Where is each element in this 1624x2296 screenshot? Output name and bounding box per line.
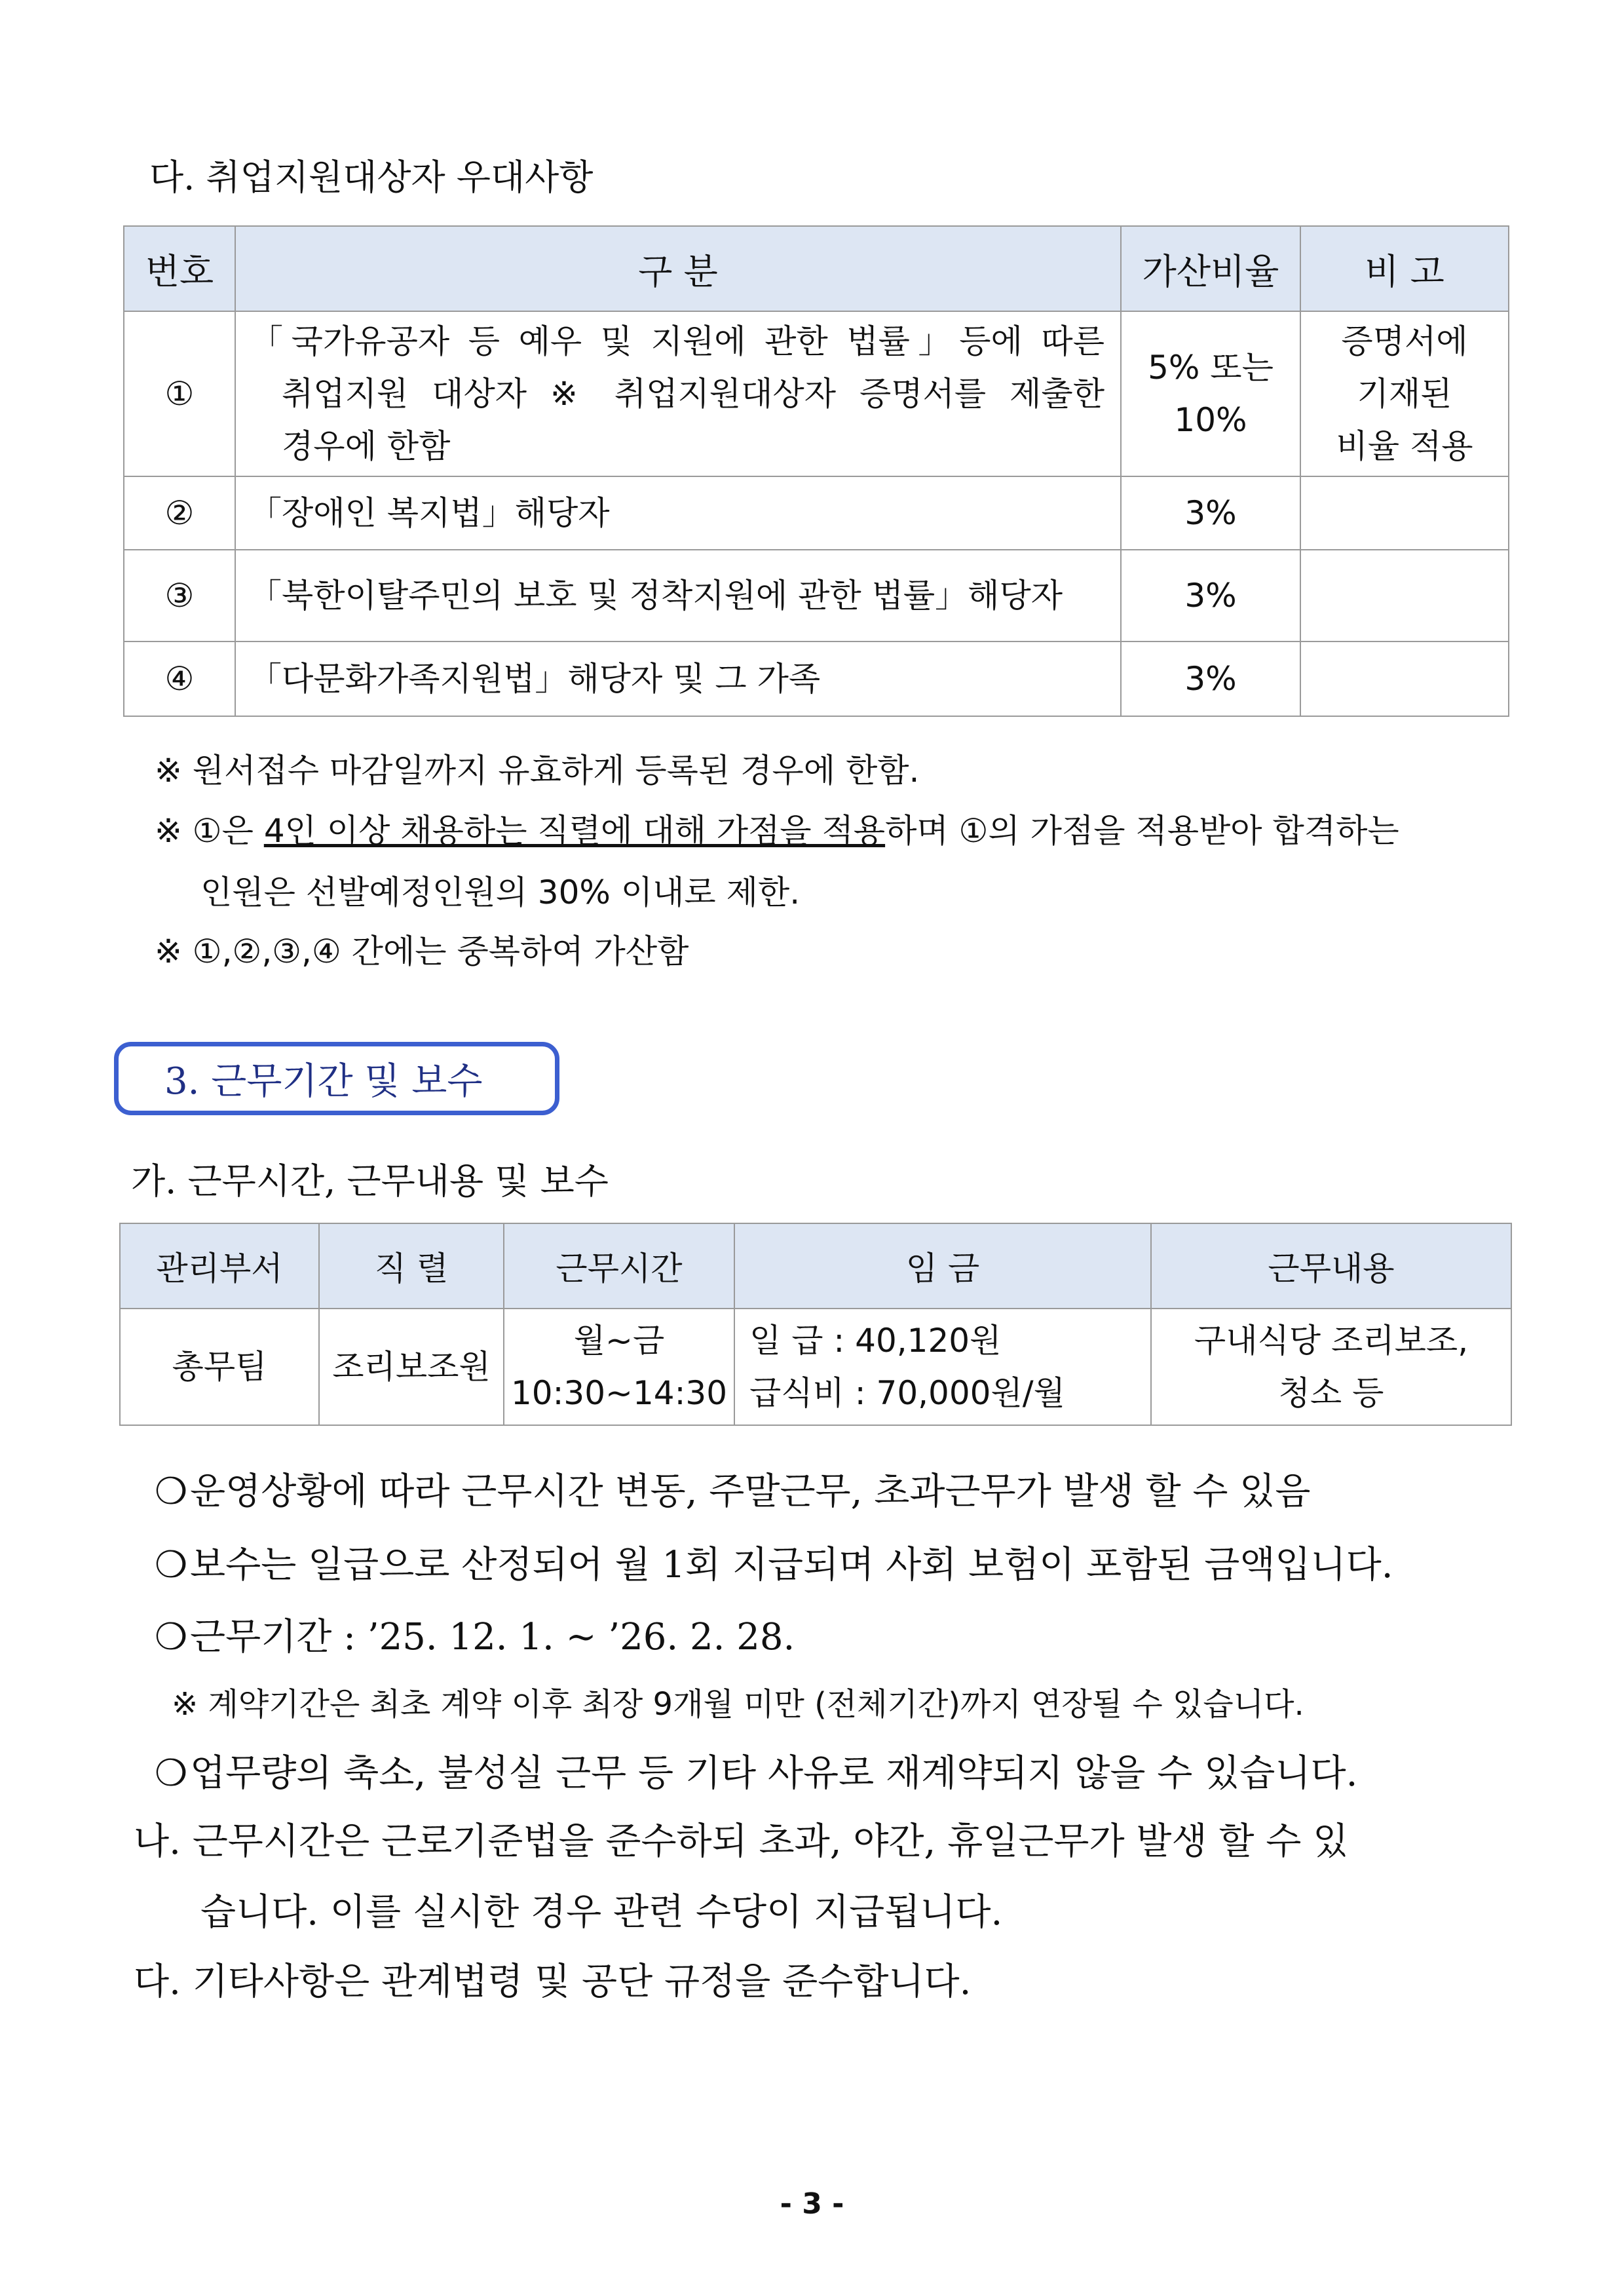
row-remarks	[1300, 311, 1509, 476]
table-row	[124, 476, 1509, 550]
preference-table-header	[124, 226, 1509, 311]
hours-line: 10:30~14:30	[510, 1374, 728, 1412]
description-line: 경우에 한함	[282, 427, 451, 465]
page-number: - 3 -	[780, 2187, 844, 2221]
note-underlined-text: 4인 이상 채용하는 직렬에 대해 가점을 적용	[263, 812, 886, 850]
work-line: 청소 등	[1278, 1374, 1384, 1412]
row-rate	[1121, 311, 1300, 476]
bullet-icon: ❍	[155, 1616, 188, 1658]
bullet-text: 운영상황에 따라 근무시간 변동, 주말근무, 초과근무가 발생 할 수 있음	[190, 1470, 1311, 1513]
row-rate: 3%	[1121, 550, 1300, 641]
header-job: 직 렬	[319, 1223, 504, 1309]
row-number: ④	[124, 641, 235, 716]
bullet-icon: ❍	[155, 1470, 188, 1513]
row-remarks	[1300, 476, 1509, 550]
work-table-header	[120, 1223, 1511, 1309]
row-number: ②	[124, 476, 235, 550]
cell-work	[1151, 1309, 1511, 1425]
bullet-renewal	[155, 1744, 1357, 1797]
hours-line: 월~금	[573, 1322, 665, 1360]
note-registration: ※ 원서접수 마감일까지 유효하게 등록된 경우에 한함.	[155, 752, 920, 790]
note-limit-line2: 인원은 선발예정인원의 30% 이내로 제한.	[200, 873, 801, 911]
header-bonus-rate: 가산비율	[1121, 226, 1300, 311]
row-description: 「다문화가족지원법」해당자 및 그 가족	[235, 641, 1121, 716]
section-d-title: 다. 취업지원대상자 우대사항	[149, 157, 594, 198]
note-limit	[155, 805, 1399, 852]
header-category: 구 분	[235, 226, 1121, 311]
section-c: 다. 기타사항은 관계법령 및 공단 규정을 준수합니다.	[134, 1961, 972, 2003]
row-remarks	[1300, 550, 1509, 641]
header-number: 번호	[124, 226, 235, 311]
row-description: 「장애인 복지법」해당자	[235, 476, 1121, 550]
description-line: 「국가유공자 등 예우 및 지원에 관한 법률」등에 따른	[250, 322, 1105, 360]
row-number: ③	[124, 550, 235, 641]
cell-job: 조리보조원	[319, 1309, 504, 1425]
note-text: 하며 ①의 가점을 적용받아 합격하는	[885, 812, 1399, 850]
table-row	[124, 550, 1509, 641]
remarks-line: 비율 적용	[1336, 427, 1473, 465]
wage-line: 급식비 : 70,000원/월	[749, 1374, 1065, 1412]
bullet-text: 보수는 일급으로 산정되어 월 1회 지급되며 사회 보험이 포함된 금액입니다.	[190, 1544, 1393, 1586]
row-rate: 3%	[1121, 476, 1300, 550]
bullet-pay	[155, 1536, 1393, 1588]
note-text: ※ ①은	[155, 812, 264, 850]
section-b-line2: 습니다. 이를 실시한 경우 관련 수당이 지급됩니다.	[200, 1891, 1003, 1934]
bullet-schedule-change	[155, 1463, 1311, 1515]
note-duplicate: ※ ①,②,③,④ 간에는 중복하여 가산함	[155, 932, 689, 970]
bullet-icon: ❍	[155, 1752, 188, 1795]
description-line: 취업지원 대상자 ※ 취업지원대상자 증명서를 제출한	[282, 375, 1105, 413]
header-wage: 임 금	[734, 1223, 1151, 1309]
table-row	[120, 1309, 1511, 1425]
table-row	[124, 311, 1509, 476]
remarks-line: 기재된	[1357, 375, 1452, 413]
rate-line: 5% 또는	[1148, 349, 1274, 387]
work-line: 구내식당 조리보조,	[1194, 1322, 1469, 1360]
section-3-title-box	[114, 1042, 559, 1115]
row-description: 「북한이탈주민의 보호 및 정착지원에 관한 법률」해당자	[235, 550, 1121, 641]
header-department: 관리부서	[120, 1223, 319, 1309]
bullet-period	[155, 1608, 795, 1660]
preference-table	[123, 225, 1509, 717]
cell-wage	[734, 1309, 1151, 1425]
cell-department: 총무팀	[120, 1309, 319, 1425]
header-remarks: 비 고	[1300, 226, 1509, 311]
row-remarks	[1300, 641, 1509, 716]
work-conditions-table	[119, 1223, 1512, 1426]
wage-line: 일 급 : 40,120원	[749, 1322, 1002, 1360]
section-b-line1: 나. 근무시간은 근로기준법을 준수하되 초과, 야간, 휴일근무가 발생 할 수 있	[134, 1820, 1349, 1863]
bullet-icon: ❍	[155, 1544, 188, 1586]
section-a-title: 가. 근무시간, 근무내용 및 보수	[131, 1160, 609, 1202]
rate-line: 10%	[1174, 401, 1247, 439]
row-rate: 3%	[1121, 641, 1300, 716]
section-3-title: 3. 근무기간 및 보수	[164, 1060, 483, 1103]
remarks-line: 증명서에	[1341, 322, 1468, 360]
header-work: 근무내용	[1151, 1223, 1511, 1309]
cell-hours	[504, 1309, 734, 1425]
row-number: ①	[124, 311, 235, 476]
table-row	[124, 641, 1509, 716]
bullet-text: 업무량의 축소, 불성실 근무 등 기타 사유로 재계약되지 않을 수 있습니다.	[190, 1752, 1358, 1795]
row-description	[235, 311, 1121, 476]
note-contract-extension: ※ 계약기간은 최초 계약 이후 최장 9개월 미만 (전체기간)까지 연장될 수 있습니다.	[172, 1686, 1304, 1723]
bullet-text: 근무기간 : ’25. 12. 1. ~ ’26. 2. 28.	[190, 1616, 795, 1658]
header-hours: 근무시간	[504, 1223, 734, 1309]
